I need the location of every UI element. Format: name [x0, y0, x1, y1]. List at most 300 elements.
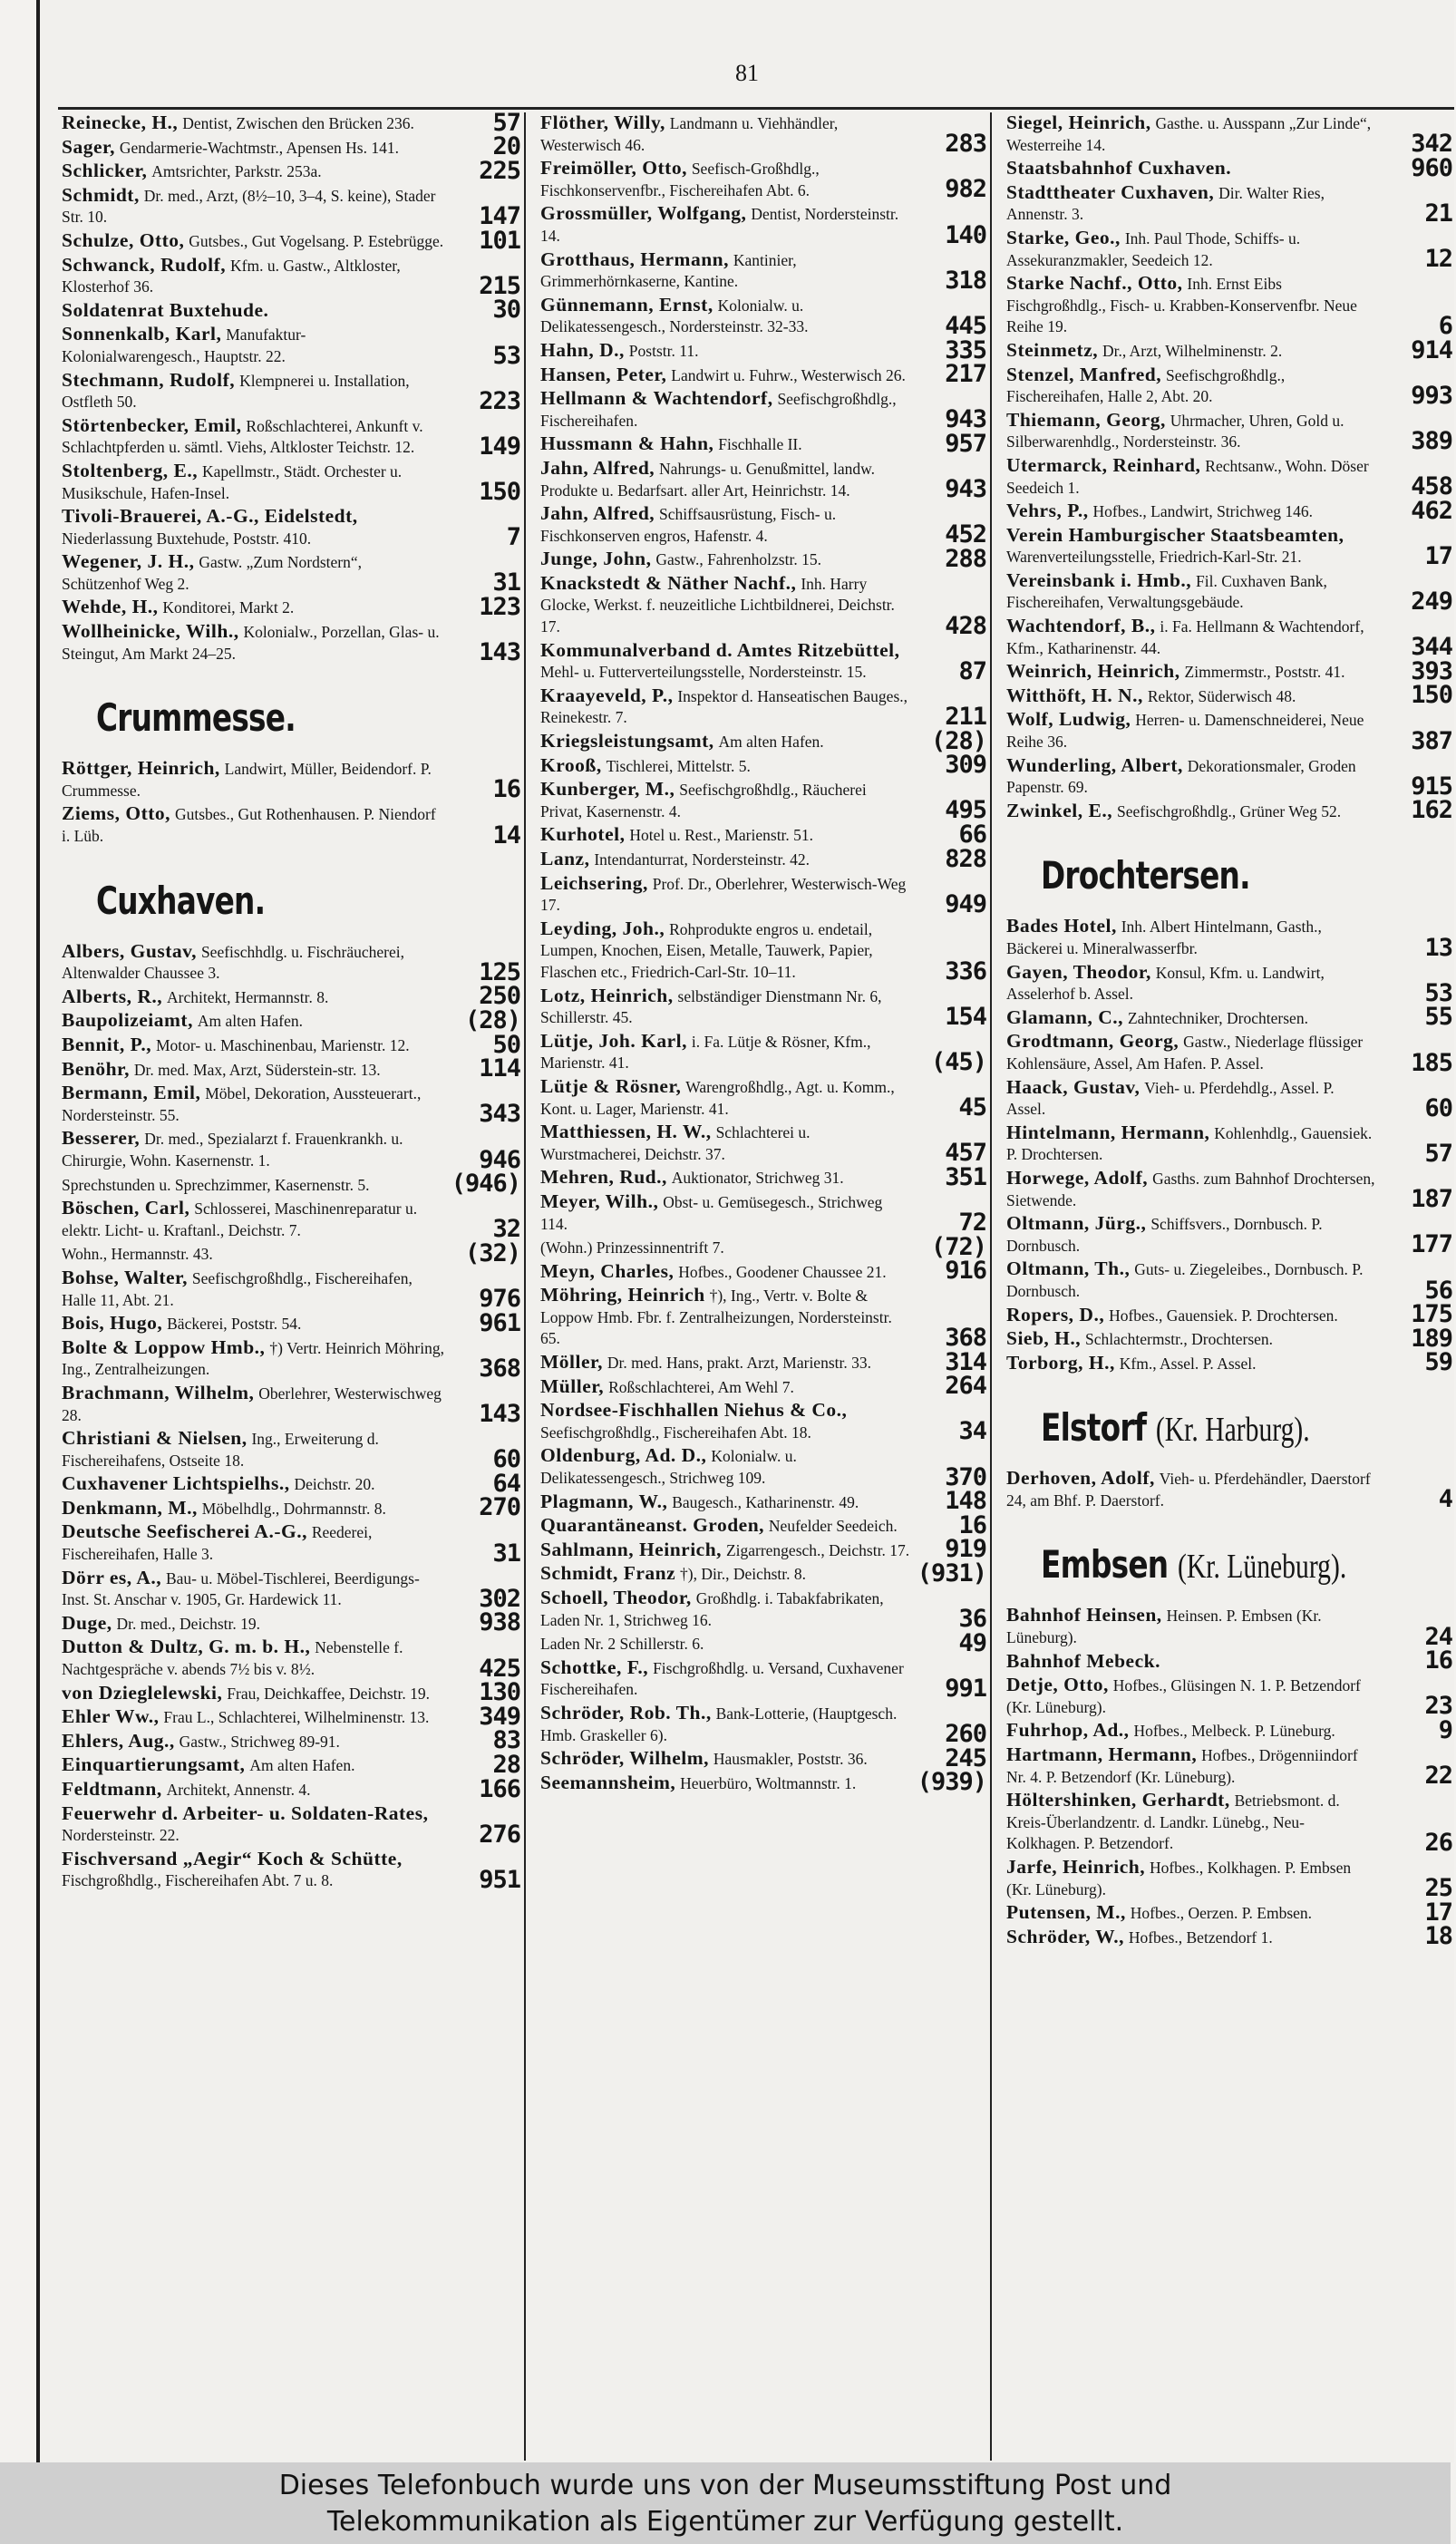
entry-detail: Architekt, Annenstr. 4. [166, 1781, 311, 1799]
directory-entry [62, 1006, 520, 1034]
entry-name: Stoltenberg, E., [62, 459, 199, 481]
directory-entry [540, 640, 986, 684]
entry-detail: Gutsbes., Gut Vogelsang. P. Estebrügge. [189, 231, 444, 250]
column-2 [524, 112, 990, 2461]
directory-entry [62, 1082, 520, 1129]
entry-text [1006, 568, 1452, 617]
entry-name: Verein Hamburgischer Staatsbeamten, [1006, 523, 1344, 546]
entry-detail: Kolonialw. u. Delikatessengesch., Strichweg 109. [540, 1447, 797, 1488]
phone-number: 31 [492, 1539, 520, 1568]
phone-number: 31 [492, 568, 520, 597]
entry-text [62, 621, 520, 665]
entry-detail: Oberlehrer, Westerwischweg 28. [62, 1384, 442, 1424]
entry-text [540, 295, 986, 338]
phone-number: 982 [945, 175, 986, 204]
entry-name: Wolf, Ludwig, [1006, 708, 1131, 731]
entry-text [1006, 1898, 1452, 1927]
entry-name: Röttger, Heinrich, [62, 757, 220, 780]
entry-detail: Manufaktur- Kolonialwarengesch., Hauptstr. 22. [62, 325, 306, 365]
entry-text [1006, 1604, 1452, 1651]
phone-number: 53 [492, 341, 520, 370]
entry-name: Jahn, Alfred, [540, 502, 655, 525]
entry-name: Krooß, [540, 753, 602, 776]
entry-name: von Dzieglelewski, [62, 1681, 223, 1704]
entry-detail: Hofbes., Landwirt, Strichweg 146. [1092, 502, 1314, 521]
entry-name: Benöhr, [62, 1057, 130, 1080]
entry-name: Grossmüller, Wolfgang, [540, 202, 747, 225]
phone-number: 32 [492, 1215, 520, 1244]
entry-detail: Guts- u. Ziegeleibes., Dornbusch. P. Dornbusch. [1006, 1260, 1364, 1300]
entry-text [62, 802, 520, 850]
entry-text [1006, 796, 1452, 825]
entry-name: Schlicker, [62, 160, 148, 182]
directory-entry [1006, 1166, 1452, 1214]
directory-page [36, 0, 1454, 2462]
phone-number: 428 [945, 611, 986, 640]
entry-detail: Wohn., Hermannstr. 43. [62, 1245, 213, 1264]
entry-name: Utermarck, Reinhard, [1006, 453, 1201, 476]
entry-detail: Am alten Hafen. [249, 1756, 355, 1775]
phone-number: 225 [479, 156, 520, 185]
entry-text [62, 1427, 520, 1474]
entry-detail: Seefischgroßhdlg., Fischereihafen, Halle 11, Abt. 21. [62, 1268, 413, 1309]
phone-number: 36 [958, 1605, 986, 1634]
directory-entry [62, 255, 520, 298]
directory-entry [540, 726, 986, 755]
entry-name: Zwinkel, E., [1006, 799, 1113, 821]
phone-number: 21 [1424, 199, 1452, 228]
entry-detail: Kolonialw. u. Delikatessengesch., Nordersteinstr. 32-33. [540, 296, 809, 336]
directory-entry [540, 503, 986, 547]
entry-text [1006, 1743, 1452, 1791]
entry-text [1006, 1166, 1452, 1214]
phone-number: 148 [945, 1487, 986, 1516]
entry-detail: Großhdlg. i. Tabakfabrikaten, Laden Nr. 1, Strichweg 16. [540, 1589, 884, 1629]
entry-name: Möhring, Heinrich [540, 1284, 705, 1306]
directory-entry [62, 1702, 520, 1731]
entry-text [1006, 364, 1452, 408]
entry-detail: Hofbes., Glüsingen N. 1. P. Betzendorf (Kr. Lüneburg). [1006, 1676, 1361, 1716]
entry-text [540, 249, 986, 293]
phone-number: 87 [958, 656, 986, 685]
entry-name: Ehlers, Aug., [62, 1729, 175, 1752]
directory-entry [62, 370, 520, 413]
entry-detail: Fischgroßhdlg. u. Versand, Cuxhavener Fischereihafen. [540, 1658, 904, 1699]
entry-name: Schwanck, Rudolf, [62, 253, 227, 276]
phone-number: (931) [917, 1559, 986, 1588]
entry-name: Hintelmann, Hermann, [1006, 1121, 1210, 1143]
directory-entry [1006, 1674, 1452, 1721]
phone-number: 7 [506, 523, 520, 552]
phone-number: 344 [1411, 633, 1452, 662]
entry-name: Müller, [540, 1374, 605, 1397]
directory-entry [540, 1559, 986, 1588]
entry-text [540, 335, 986, 364]
entry-detail: Heinsen. P. Embsen (Kr. Lüneburg). [1006, 1607, 1322, 1647]
phone-number: 452 [945, 520, 986, 549]
entry-text [1006, 410, 1452, 453]
entry-text [1006, 1467, 1452, 1514]
entry-name: Siegel, Heinrich, [1006, 112, 1151, 133]
entry-text [62, 132, 520, 161]
entry-name: Hellmann & Wachtendorf, [540, 387, 773, 410]
entry-name: Stenzel, Manfred, [1006, 363, 1162, 385]
directory-entry [62, 1266, 520, 1314]
entry-name: Grodtmann, Georg, [1006, 1030, 1179, 1053]
directory-entry [1006, 615, 1452, 662]
directory-entry [1006, 755, 1452, 799]
phone-number: 50 [492, 1030, 520, 1059]
entry-name: Seemannsheim, [540, 1771, 676, 1793]
entry-detail: Kapellmstr., Städt. Orchester u. Musikschule, Hafen-Insel. [62, 461, 403, 502]
phone-number: 4 [1438, 1485, 1452, 1514]
entry-detail: Zigarrengesch., Deichstr. 17. [725, 1540, 910, 1559]
entry-name: Albers, Gustav, [62, 939, 198, 962]
entry-name: Putensen, M., [1006, 1901, 1126, 1924]
phone-number: 387 [1411, 726, 1452, 755]
phone-number: 425 [479, 1654, 520, 1683]
directory-entry [62, 1751, 520, 1779]
entry-text [62, 1726, 520, 1755]
entry-name: Flöther, Willy, [540, 112, 665, 133]
entry-detail: Hofbes., Kolkhagen. P. Embsen (Kr. Lüneburg). [1006, 1859, 1352, 1898]
entry-name: Derhoven, Adolf, [1006, 1467, 1155, 1490]
entry-name: Wegener, J. H., [62, 550, 195, 573]
place-district: (Kr. Lüneburg). [1177, 1548, 1347, 1587]
entry-text [62, 1803, 520, 1847]
directory-entry [540, 203, 986, 247]
entry-text [62, 1082, 520, 1129]
entry-name: Cuxhavener Lichtspielhs., [62, 1472, 290, 1495]
phone-number: 83 [492, 1726, 520, 1755]
entry-text [1006, 1856, 1452, 1903]
phone-number: 318 [945, 266, 986, 295]
phone-number: 828 [945, 844, 986, 873]
entry-detail: Seefischgroßhdlg., Fischereihafen. [540, 390, 897, 430]
entry-text [1006, 1300, 1452, 1329]
directory-entry [62, 459, 520, 507]
phone-number: 57 [1424, 1139, 1452, 1168]
entry-text [1006, 656, 1452, 685]
entry-name: Ziems, Otto, [62, 802, 171, 825]
entry-text [62, 1127, 520, 1174]
entry-text [540, 503, 986, 547]
phone-number: 187 [1411, 1185, 1452, 1214]
directory-entry [1006, 656, 1452, 685]
entry-detail: Nordersteinstr. 22. [62, 1826, 180, 1845]
entry-text [62, 941, 520, 985]
entry-detail: Nahrungs- u. Genußmittel, landw. Produkte u. Bedarfsart. aller Art, Heinrichstr. 14. [540, 459, 876, 500]
directory-entry [540, 1657, 986, 1701]
directory-entry [540, 1768, 986, 1797]
entry-name: Torborg, H., [1006, 1351, 1115, 1374]
phone-number: 123 [479, 593, 520, 622]
directory-entry [540, 295, 986, 338]
entry-name: Schoell, Theodor, [540, 1587, 692, 1608]
directory-entry [540, 1284, 986, 1353]
directory-entry [62, 1030, 520, 1059]
phone-number: 13 [1424, 933, 1452, 962]
directory-entry [1006, 1003, 1452, 1032]
directory-entry [540, 1701, 986, 1749]
directory-entry [62, 1127, 520, 1174]
phone-number: 150 [1411, 681, 1452, 710]
phone-number: 462 [1411, 496, 1452, 525]
phone-number: 154 [945, 1002, 986, 1031]
phone-number: 915 [1411, 772, 1452, 801]
phone-number: 951 [479, 1865, 520, 1894]
phone-number: 457 [945, 1139, 986, 1168]
entry-name: Steinmetz, [1006, 338, 1099, 361]
directory-entry [540, 1628, 986, 1657]
entry-name: Schottke, F., [540, 1656, 649, 1678]
entry-name: Christiani & Nielsen, [62, 1427, 248, 1450]
entry-text [62, 323, 520, 370]
entry-text [1006, 1348, 1452, 1377]
entry-detail: Hausmakler, Poststr. 36. [713, 1750, 868, 1769]
entry-text [62, 1849, 520, 1892]
entry-name: Ropers, D., [1006, 1303, 1105, 1325]
entry-detail: Gastw., Strichweg 89-91. [179, 1732, 340, 1751]
entry-name: Alberts, R., [62, 985, 163, 1007]
entry-detail: Laden Nr. 2 Schillerstr. 6. [540, 1635, 704, 1654]
entry-name: Jarfe, Heinrich, [1006, 1856, 1146, 1878]
entry-detail: Möbelhdlg., Dohrmannstr. 8. [201, 1499, 386, 1518]
entry-detail: Prof. Dr., Oberlehrer, Westerwisch-Weg 17. [540, 874, 907, 915]
entry-detail: selbständiger Dienstmann Nr. 6, Schillerstr. 45. [540, 986, 882, 1027]
phone-number: 314 [945, 1347, 986, 1376]
entry-text [1006, 1716, 1452, 1745]
directory-entry [1006, 568, 1452, 617]
entry-detail: Schiffsvers., Dornbusch. P. Dornbusch. [1006, 1215, 1323, 1255]
entry-text [1006, 1003, 1452, 1032]
entry-detail: Konditorei, Markt 2. [162, 598, 295, 617]
entry-name: Dutton & Dultz, G. m. b. H., [62, 1636, 311, 1658]
directory-entry [62, 757, 520, 804]
entry-text [540, 1076, 986, 1120]
entry-text [62, 255, 520, 298]
place-heading [1041, 1542, 1362, 1587]
entry-detail: Dr. med., Spezialarzt f. Frauenkrankh. u. Chirurgie, Wohn. Kasernenstr. 1. [62, 1130, 403, 1170]
entry-name: Kurhotel, [540, 823, 626, 846]
directory-entry [540, 1076, 986, 1120]
entry-name: Bohse, Walter, [62, 1266, 189, 1288]
entry-name: Haack, Gustav, [1006, 1075, 1141, 1098]
phone-number: (28) [930, 726, 986, 755]
directory-entry [540, 918, 986, 984]
phone-number: 34 [958, 1417, 986, 1446]
entry-detail: †) Vertr. Heinrich Möhring, Ing., Zentralheizungen. [62, 1338, 444, 1379]
directory-entry [62, 226, 520, 255]
phone-number: 12 [1424, 245, 1452, 274]
entry-name: Deutsche Seefischerei A.-G., [62, 1520, 307, 1543]
entry-name: Fuhrhop, Ad., [1006, 1719, 1130, 1742]
phone-number: 130 [479, 1678, 520, 1707]
entry-name: Brachmann, Wilhelm, [62, 1381, 255, 1403]
entry-text [540, 388, 986, 432]
entry-text [540, 873, 986, 917]
entry-text [62, 1702, 520, 1731]
phone-number: 976 [479, 1285, 520, 1314]
directory-entry [1006, 335, 1452, 364]
directory-entry [1006, 1077, 1452, 1121]
phone-number: 53 [1424, 978, 1452, 1007]
phone-number: 943 [945, 475, 986, 504]
entry-detail: Seefischhdlg. u. Fischräucherei, Altenwalder Chaussee 3. [62, 942, 404, 983]
directory-entry [540, 1510, 986, 1539]
entry-detail: Hofbes., Oerzen. P. Embsen. [1130, 1904, 1313, 1923]
entry-text [62, 1774, 520, 1803]
directory-entry [62, 156, 520, 185]
entry-name: Möller, [540, 1351, 603, 1374]
phone-number: 217 [945, 360, 986, 389]
phone-number: 916 [945, 1257, 986, 1286]
entry-detail: Zimmermstr., Poststr. 41. [1184, 663, 1345, 682]
directory-entry [540, 684, 986, 732]
entry-text [540, 1487, 986, 1516]
entry-text [540, 1257, 986, 1286]
entry-detail: Deichstr. 20. [294, 1475, 375, 1494]
entry-detail: Landwirt, Müller, Beidendorf. P. Crummesse. [62, 760, 432, 800]
phone-number: 445 [945, 311, 986, 340]
entry-text [1006, 1646, 1452, 1675]
entry-name: Fischversand „Aegir“ Koch & Schütte, [62, 1847, 403, 1869]
entry-detail: Ing., Erweiterung d. Fischereihafens, Ostseite 18. [62, 1430, 379, 1470]
directory-entry [540, 820, 986, 849]
entry-text [62, 185, 520, 228]
directory-entry [62, 1197, 520, 1244]
directory-entry [62, 1849, 520, 1892]
entry-detail: Auktionator, Strichweg 31. [671, 1169, 844, 1188]
entry-name: Bahnhof Heinsen, [1006, 1604, 1162, 1626]
entry-name: Denkmann, M., [62, 1496, 198, 1519]
entry-name: Duge, [62, 1611, 112, 1634]
entry-text [62, 156, 520, 185]
entry-name: Bermann, Emil, [62, 1082, 201, 1104]
phone-number: 16 [492, 775, 520, 804]
entry-text [62, 593, 520, 622]
entry-name: Sager, [62, 135, 115, 158]
directory-entry [540, 388, 986, 432]
entry-text [540, 1535, 986, 1564]
directory-entry [62, 185, 520, 228]
directory-entry [540, 1347, 986, 1376]
entry-name: Günnemann, Ernst, [540, 293, 713, 316]
directory-entry [540, 1399, 986, 1446]
entry-name: Jahn, Alfred, [540, 456, 655, 479]
directory-entry [1006, 1922, 1452, 1951]
directory-entry [1006, 226, 1452, 274]
entry-text [62, 505, 520, 552]
phone-number: (32) [464, 1238, 520, 1267]
directory-entry [62, 1493, 520, 1522]
entry-name: Böschen, Carl, [62, 1197, 190, 1219]
entry-text [1006, 1213, 1452, 1257]
phone-number: 9 [1438, 1716, 1452, 1745]
entry-text [62, 1381, 520, 1429]
place-name: Drochtersen. [1041, 853, 1250, 898]
phone-number: 14 [492, 820, 520, 850]
entry-detail: Schlosserei, Maschinenreparatur u. elektr. Licht- u. Kraftanl., Deichstr. 7. [62, 1199, 418, 1239]
phone-number: 946 [479, 1145, 520, 1174]
entry-detail: Hofbes., Betzendorf 1. [1128, 1927, 1273, 1947]
phone-number: 309 [945, 751, 986, 780]
directory-entry [1006, 1898, 1452, 1927]
phone-number: 6 [1438, 311, 1452, 340]
entry-detail: Hofbes., Gauensiek. P. Drochtersen. [1109, 1306, 1338, 1325]
phone-number: 72 [958, 1209, 986, 1238]
entry-text [62, 415, 520, 459]
entry-text [1006, 335, 1452, 364]
directory-entry [62, 1337, 520, 1381]
entry-name: Thiemann, Georg, [1006, 408, 1166, 431]
phone-number: 335 [945, 335, 986, 364]
directory-entry [62, 132, 520, 161]
entry-detail: Kfm., Assel. P. Assel. [1119, 1354, 1257, 1373]
phone-number: 16 [1424, 1646, 1452, 1675]
entry-detail: Kohlenhdlg., Gauensiek. P. Drochtersen. [1006, 1123, 1373, 1164]
entry-name: Quarantäneanst. Groden, [540, 1514, 765, 1537]
phone-number: 961 [479, 1308, 520, 1337]
phone-number: 125 [479, 957, 520, 986]
entry-text [1006, 615, 1452, 662]
entry-detail: Gutsbes., Gut Rothenhausen. P. Niendorf i. Lüb. [62, 805, 436, 846]
phone-number: 270 [479, 1493, 520, 1522]
entry-text [1006, 1922, 1452, 1951]
entry-detail: Schiffsausrüstung, Fisch- u. Fischkonserven engros, Hafenstr. 4. [540, 505, 837, 545]
entry-detail: Seefischgroßhdlg., Fischereihafen, Halle 2, Abt. 20. [1006, 365, 1286, 406]
entry-detail: Herren- u. Damenschneiderei, Neue Reihe 36. [1006, 711, 1364, 752]
directory-entry [1006, 962, 1452, 1005]
entry-detail: Neufelder Seedeich. [768, 1517, 898, 1536]
directory-entry [1006, 1213, 1452, 1257]
entry-text [540, 456, 986, 504]
entry-name: Leyding, Joh., [540, 917, 665, 939]
phone-number: 215 [479, 271, 520, 300]
phone-number: 49 [958, 1628, 986, 1657]
entry-text [1006, 273, 1452, 338]
phone-number: 283 [945, 130, 986, 159]
entry-detail: Seefischgroßhdlg., Grüner Weg 52. [1117, 801, 1342, 820]
entry-name: Mehren, Rud., [540, 1166, 667, 1189]
entry-text [1006, 496, 1452, 525]
directory-entry [62, 1469, 520, 1498]
entry-text [540, 640, 986, 684]
directory-entry [62, 621, 520, 665]
entry-name: Soldatenrat Buxtehude. [62, 298, 269, 321]
entry-text [62, 551, 520, 595]
directory-entry [1006, 410, 1452, 453]
phone-number: 393 [1411, 656, 1452, 685]
phone-number: 175 [1411, 1300, 1452, 1329]
directory-entry [540, 544, 986, 573]
place-heading [96, 695, 427, 740]
entry-name: Störtenbecker, Emil, [62, 413, 242, 436]
top-rule [58, 107, 1454, 110]
phone-number: 249 [1411, 587, 1452, 617]
entry-detail: Landwirt u. Fuhrw., Westerwisch 26. [671, 365, 906, 384]
directory-entry [1006, 364, 1452, 408]
entry-text [540, 986, 986, 1029]
entry-detail: Obst- u. Gemüsegesch., Strichweg 114. [540, 1192, 883, 1233]
entry-text [540, 1701, 986, 1749]
phone-number: 991 [945, 1674, 986, 1703]
directory-entry [540, 751, 986, 780]
entry-detail: Rechtsanw., Wohn. Döser Seedeich 1. [1006, 456, 1369, 497]
directory-entry [62, 415, 520, 459]
entry-text [62, 226, 520, 255]
entry-name: Schmidt, Franz [540, 1562, 676, 1585]
